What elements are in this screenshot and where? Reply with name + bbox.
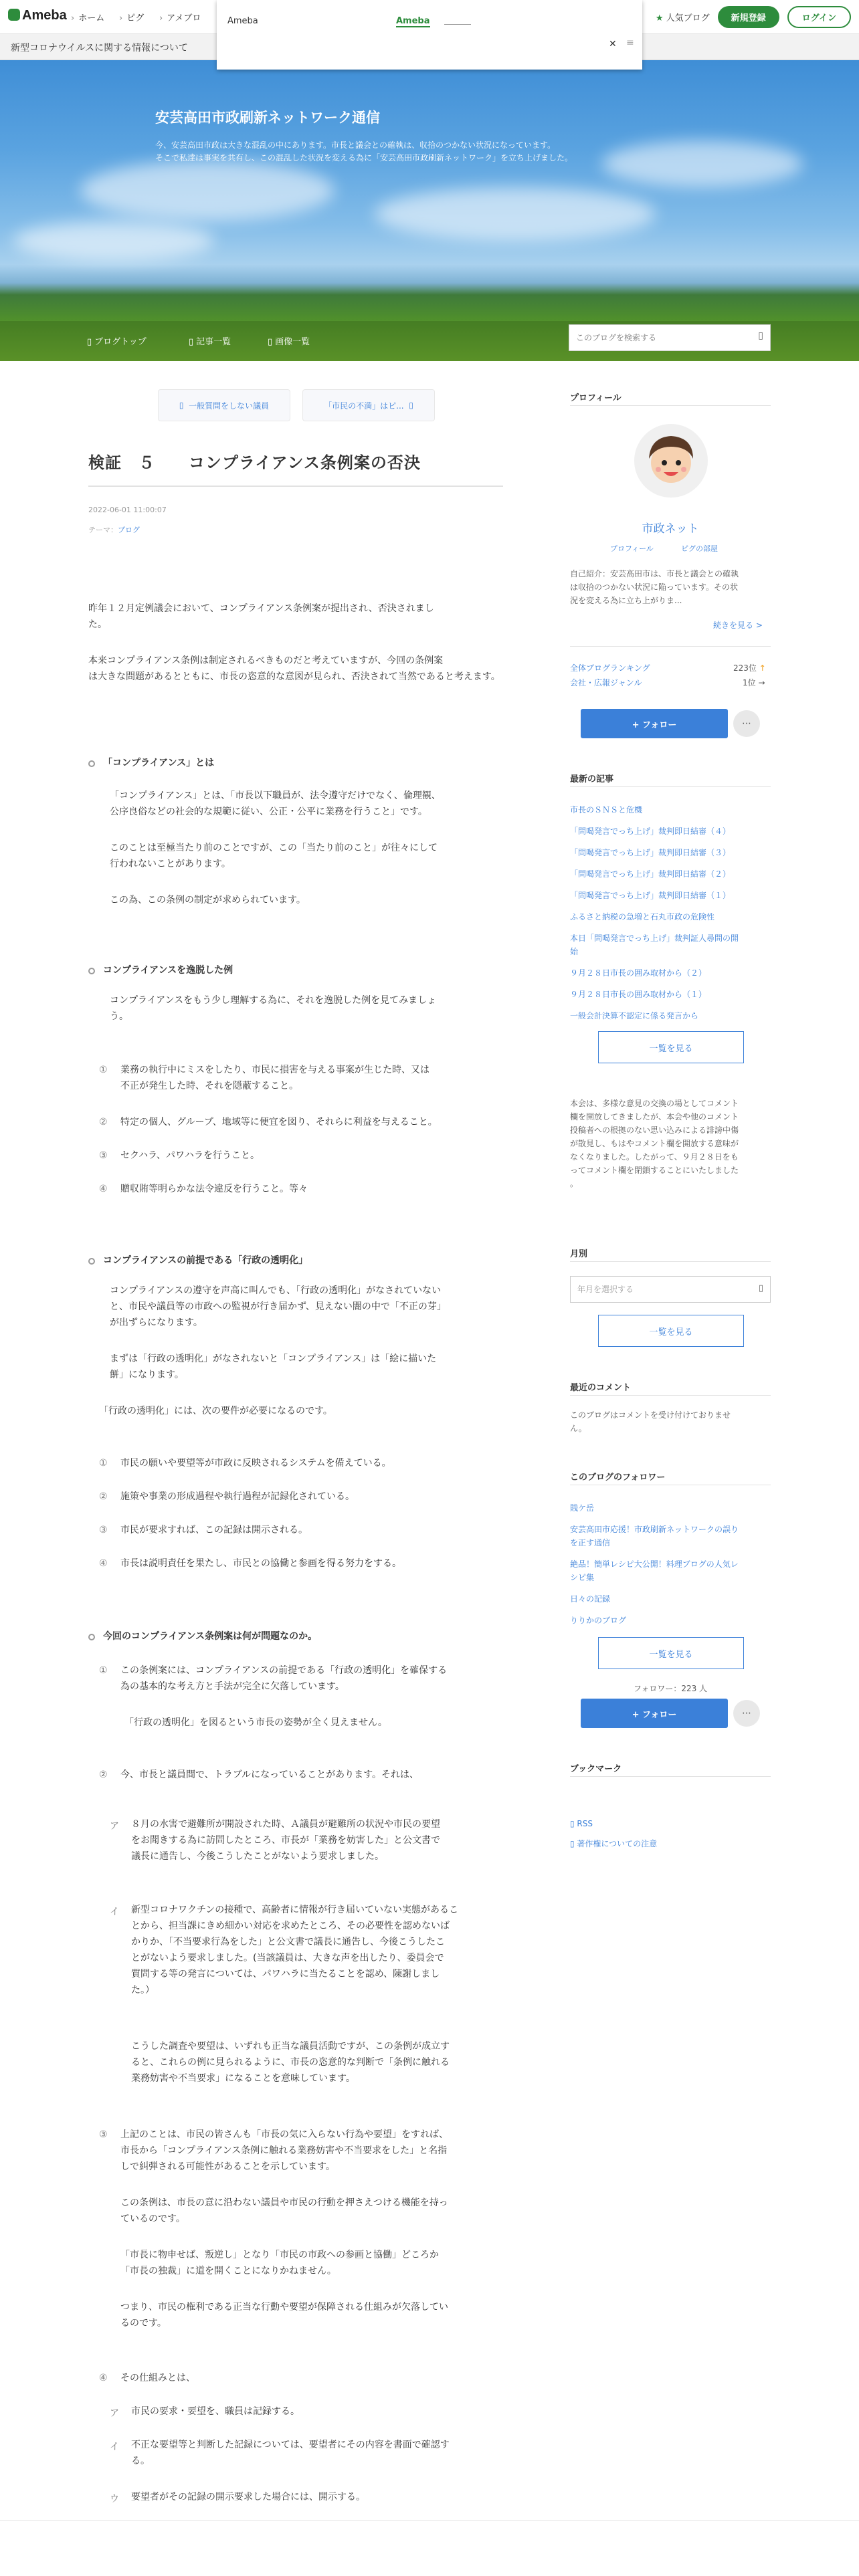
prev-article-link[interactable] [158,389,290,421]
follower-link[interactable]: を正す通信 [570,1538,611,1547]
followers-count: フォロワー：223 人 [633,1684,708,1693]
follower-link[interactable]: りりかのブログ [570,1616,627,1625]
follow-button[interactable]: + フォロー [581,1699,728,1728]
comment-notice: 。 [570,1179,579,1188]
section-heading: コンプライアンスの前提である「行政の透明化」 [88,1253,308,1267]
cloud-decoration [375,187,656,241]
nav-ameblo[interactable]: › アメブロ [159,11,201,23]
nav-blog-top[interactable]: ▯ ブログトップ [87,334,147,347]
recent-article-link[interactable]: 「問喝発言でっち上げ」裁判即日結審（２） [570,869,731,879]
paragraph: 市長から「コンプライアンス条例に触れる業務妨害や不当要求をした」と名指 [120,2145,448,2156]
chevron-right-icon: ▯ [403,401,413,410]
paragraph: 「行政の透明化」には、次の要件が必要になるのです。 [99,1406,332,1416]
list-marker: ③ [99,2129,108,2140]
section-heading: 今回のコンプライアンス条例案は何が問題なのか。 [88,1629,317,1642]
monthly-list-button[interactable]: 一覧を見る [598,1315,744,1347]
cloud-decoration [13,221,214,261]
theme-link[interactable]: ブログ [118,526,140,534]
copyright-label: 著作権についての注意 [577,1839,658,1848]
ameba-logo[interactable] [8,8,67,23]
comment-notice: ってコメント欄を閉鎖することにいたしました [570,1166,739,1175]
paragraph: 昨年１２月定例議会において、コンプライアンス条例案が提出され、否決されまし [88,603,434,614]
recent-article-link[interactable]: 本日「問喝発言でっち上げ」裁判証人尋問の開 [570,934,739,943]
recent-article-link[interactable]: 「問喝発言でっち上げ」裁判即日結審（１） [570,891,731,900]
paragraph: この条例案には、コンプライアンスの前提である「行政の透明化」を確保する [120,1665,448,1676]
list-item: 贈収賄等明らかな法令違反を行うこと。等々 [120,1184,308,1194]
profile-link[interactable]: プロフィール [610,544,654,553]
paragraph: 市民の要求・要望を、職員は記録する。 [131,2406,300,2417]
section-heading: コンプライアンスを逸脱した例 [88,963,233,976]
paragraph: 要望者がその記録の開示要求した場合には、開示する。 [131,2492,365,2502]
close-icon[interactable]: ✕ [609,39,617,49]
list-marker: ③ [99,1525,108,1535]
list-marker: イ [110,2442,119,2452]
list-marker: ① [99,1065,108,1075]
paragraph: しで糾弾される可能性があることを示しています。 [120,2161,335,2172]
nav-home[interactable]: › ホーム [71,11,104,23]
search-icon[interactable]: ▯ [758,330,763,341]
list-item: 市民の願いや要望等が市政に反映されるシステムを備えている。 [120,1458,391,1469]
recent-heading: 最新の記事 [570,774,614,784]
profile-heading: プロフィール [570,393,622,403]
paragraph: 今、市長と議員間で、トラブルになっていることがあります。それは、 [120,1769,419,1780]
genre-value: 1位 [743,678,756,687]
logo-text: Ameba [22,8,67,23]
article-theme [88,524,140,535]
comments-status: このブログはコメントを受け付けておりませ [570,1410,731,1420]
recent-article-link-continued[interactable]: 始 [570,947,579,956]
monthly-heading: 月別 [570,1249,588,1259]
cloud-decoration [602,140,803,187]
profile-intro: 況を変える為に立ち上がりま... [570,596,682,605]
paragraph: は大きな問題があるとともに、市長の恣意的な意図が見られ、否決されて当然であると考えます。 [88,671,500,682]
paragraph: つまり、市民の権利である正当な行動や要望が保障される仕組みが欠落してい [120,2302,448,2313]
paragraph: 「コンプライアンス」とは、「市長以下職員が、法令遵守だけでなく、倫理観、 [110,790,441,801]
blog-description: 今、安芸高田市政は大きな混乱の中にあります。市長と議会との確執は、収拾のつかない状況になっています。 [155,140,556,150]
paragraph: ８月の水害で避難所が開設された時、Ａ議員が避難所の状況や市民の要望 [131,1819,440,1830]
comment-notice: 欄を開放してきましたが、本会や他のコメント [570,1112,739,1121]
list-marker: ② [99,1769,108,1780]
blog-search [569,324,771,351]
profile-intro: 自己紹介：安芸高田市は、市長と議会との確執 [570,569,739,578]
popular-blog-link[interactable] [656,11,710,23]
chevron-left-icon: ▯ [179,401,189,410]
paragraph: 上記のことは、市民の皆さんも「市長の気に入らない行為や要望」をすれば、 [120,2129,448,2140]
nav-article-list[interactable]: ▯ 記事一覧 [189,334,231,347]
recent-article-link[interactable]: ９月２８日市長の囲み取材から（２） [570,968,707,978]
list-marker: イ [110,1907,119,1917]
paragraph: こうした調査や要望は、いずれも正当な議員活動ですが、この条例が成立す [131,2041,450,2052]
rss-icon: ▯ [570,1819,577,1828]
chevron-down-icon: ▯ [758,1283,763,1293]
title-divider [88,486,503,487]
follow-button[interactable]: + フォロー [581,709,728,738]
list-marker: ア [110,2408,119,2419]
blog-search-input[interactable] [575,325,745,350]
paragraph: た。） [131,1985,155,1996]
follower-link[interactable]: 日々の記録 [570,1594,611,1604]
profile-name[interactable]: 市政ネット [642,522,699,536]
paragraph: 「市長の独裁」に道を開くことになりかねません。 [120,2266,337,2276]
paragraph: まずは「行政の透明化」がなされないと「コンプライアンス」は「絵に描いた [110,1354,437,1364]
followers-list-button[interactable]: 一覧を見る [598,1637,744,1669]
paragraph: が出ずらになります。 [110,1317,203,1328]
next-article-link[interactable] [302,389,435,421]
month-select-value: 年月を選択する [577,1285,634,1294]
paragraph: 「行政の透明化」を図るという市長の姿勢が全く見えません。 [124,1717,387,1728]
rss-label: RSS [577,1819,593,1828]
more-menu-button[interactable]: ⋯ [733,1700,760,1727]
list-item: 市長は説明責任を果たし、市民との協働と参画を得る努力をする。 [120,1558,401,1569]
section-heading: 「コンプライアンス」とは [88,756,214,769]
menu-icon[interactable]: ≡ [626,37,634,48]
recent-article-link[interactable]: ふるさと納税の急増と石丸市政の危険性 [570,912,715,922]
blog-title[interactable]: 安芸高田市政刷新ネットワーク通信 [155,110,380,126]
paragraph: た。 [88,619,107,630]
paragraph: 業務妨害や不当要求」になることを意味しています。 [131,2073,355,2084]
genre-ranking-value [743,677,765,688]
paragraph: かりか、「不当要求行為をした」と公文書で議長に通告し、今後こうしたこ [131,1937,445,1947]
recent-comments-heading: 最近のコメント [570,1383,632,1393]
paragraph: ると、これらの例に見られるように、市長の恣意的な判断で「条例に触れる [131,2057,450,2068]
dropdown-divider [444,24,471,25]
recent-article-link[interactable]: 一般会計決算不認定に係る発言から [570,1011,699,1021]
paragraph: 議長に通告し、今後こうしたことがないよう要求しました。 [131,1851,384,1862]
document-icon: ▯ [570,1839,577,1848]
pig-room-link[interactable]: ピグの部屋 [681,544,718,553]
follower-link[interactable]: 絶品！簡単レシピ大公開！料理ブログの人気レ [570,1560,739,1569]
comment-notice: 本会は、多様な意見の交換の場としてコメント [570,1099,739,1108]
recent-article-link[interactable]: ９月２８日市長の囲み取材から（１） [570,990,707,999]
paragraph: るのです。 [120,2318,167,2329]
theme-label: テーマ： [88,526,118,534]
list-marker: ① [99,1665,108,1676]
divider [570,1261,771,1262]
avatar-illustration [634,424,708,498]
list-marker: ② [99,1491,108,1502]
paragraph: この条例は、市長の意に沿わない議員や市民の行動を押さえつける機能を持っ [120,2197,448,2208]
list-item: 特定の個人、グループ、地域等に便宜を図り、それらに利益を与えること。 [120,1117,438,1128]
arrow-up-icon: ↑ [759,663,766,673]
star-icon: ★ [655,13,664,23]
paragraph: 為の基本的な考え方と手法が完全に欠落しています。 [120,1681,345,1692]
cloud-decoration [80,160,335,221]
article-title: 検証 ５ コンプライアンス条例案の否決 [88,453,421,472]
rss-link[interactable] [570,1819,593,1828]
popular-label: 人気ブログ [666,13,710,23]
paragraph: 新型コロナワクチンの接種で、高齢者に情報が行き届いていない実態があるこ [131,1905,459,1915]
divider [570,1395,771,1396]
overall-ranking-value [733,662,766,673]
dropdown-tab[interactable]: Ameba [396,16,430,26]
more-menu-button[interactable]: ⋯ [733,710,760,737]
genre-ranking-link[interactable]: 会社・広報ジャンル [570,678,642,687]
dropdown-label: Ameba [227,16,258,26]
recent-article-link[interactable]: 市長のＳＮＳと危機 [570,805,643,815]
list-item: 市民が要求すれば、この記録は開示される。 [120,1525,308,1535]
month-select[interactable] [570,1276,771,1303]
copyright-link[interactable] [570,1838,657,1849]
read-more-link[interactable]: 続きを見る > [713,621,763,630]
paragraph: ているのです。 [120,2214,185,2224]
comment-notice: なくなりました。したがって、９月２８日をも [570,1152,739,1162]
paragraph: をお聞きする為に訪問したところ、市長が「業務を妨害した」と公文書で [131,1835,440,1846]
rank-value: 223位 [733,663,757,673]
paragraph: コンプライアンスをもう少し理解する為に、それを逸脱した例を見てみましょ [110,995,437,1006]
list-marker: ア [110,1821,119,1832]
nav-pig[interactable]: › ピグ [119,11,144,23]
paragraph: 「市長に物申せば、叛逆し」となり「市民の市政への参画と協働」どころか [120,2250,439,2260]
overall-ranking-link[interactable]: 全体ブログランキング [570,663,650,673]
paragraph: と、市民や議員等の市政への監視が行き届かず、見えない闇の中で「不正の芽」 [110,1301,446,1312]
login-button[interactable]: ログイン [787,6,851,28]
paragraph: この為、この条例の制定が求められています。 [110,895,306,905]
nav-image-list[interactable]: ▯ 画像一覧 [268,334,310,347]
paragraph: コンプライアンスの遵守を声高に叫んでも、「行政の透明化」がなされていない [110,1285,442,1296]
list-item: 不正が発生した時、それを隠蔽すること。 [120,1081,298,1091]
recent-list-button[interactable]: 一覧を見る [598,1031,744,1063]
next-article-label: 「市民の不満」はピ... [324,401,404,411]
header-right [656,6,851,28]
paragraph: このことは至極当たり前のことですが、この「当たり前のこと」が往々にして [110,843,438,853]
divider [570,786,771,787]
list-item: 施策や事業の形成過程や執行過程が記録化されている。 [120,1491,355,1502]
list-marker: ④ [99,2373,108,2383]
paragraph: その仕組みとは、 [120,2373,195,2383]
paragraph: 質問する等の発言については、パワハラに当たることを認め、陳謝しまし [131,1969,440,1979]
paragraph: 公序良俗などの社会的な規範に従い、公正・公平に業務を行うこと」です。 [110,807,427,817]
blog-hero [0,60,859,361]
divider [570,1776,771,1777]
divider [570,405,771,406]
list-item: セクハラ、パワハラを行うこと。 [120,1150,260,1161]
arrow-right-icon: → [758,678,765,687]
follower-link[interactable]: 安芸高田市応援！市政刷新ネットワークの誤り [570,1525,739,1534]
paragraph: う。 [110,1011,128,1022]
list-marker: ② [99,1117,108,1128]
divider [570,646,771,647]
bookmark-heading: ブックマーク [570,1764,622,1774]
profile-intro: は収拾のつかない状況に陥っています。その状 [570,582,739,592]
followers-heading: このブログのフォロワー [570,1473,666,1483]
paragraph: とがないよう要求しました。(当該議員は、大きな声を出したり、委員会で [131,1953,444,1963]
list-item: 業務の執行中にミスをしたり、市民に損害を与える事案が生じた時、又は [120,1065,430,1075]
recent-article-link[interactable]: 「問喝発言でっち上げ」裁判即日結審（４） [570,827,731,836]
list-marker: ④ [99,1184,108,1194]
paragraph: 餅」になります。 [110,1370,184,1380]
paragraph: 不正な要望等と判断した記録については、要望者にその内容を書面で確認す [131,2440,450,2450]
comment-notice: が散見し、もはやコメント欄を開放する意味が [570,1139,739,1148]
notice-text[interactable]: 新型コロナウイルスに関する情報について [11,43,188,53]
follower-link[interactable]: シピ集 [570,1573,595,1582]
list-marker: ③ [99,1150,108,1161]
comments-status: ん。 [570,1424,587,1433]
list-marker: ウ [110,2494,119,2504]
signup-button[interactable]: 新規登録 [718,6,779,28]
prev-article-label: 一般質問をしない議員 [189,401,270,411]
comment-notice: 投稿者への根拠のない思い込みによる誹謗中傷 [570,1125,739,1135]
blog-description: そこで私達は事実を共有し、この混乱した状況を変える為に「安芸高田市政刷新ネットワーク」を立ち上げました。 [155,153,573,163]
dropdown-panel [217,0,642,70]
list-marker: ① [99,1458,108,1469]
follower-link[interactable]: 賎ケ岳 [570,1503,595,1513]
avatar[interactable] [634,424,708,498]
paragraph: とから、担当課にきめ細かい対応を求めたところ、その必要性を認めないば [131,1921,450,1931]
recent-article-link[interactable]: 「問喝発言でっち上げ」裁判即日結審（３） [570,848,731,857]
paragraph: 行われないことがあります。 [110,859,231,869]
paragraph: る。 [131,2456,150,2466]
paragraph: 本来コンプライアンス条例は制定されるべきものだと考えていますが、今回の条例案 [88,655,444,666]
ameba-logo-icon [8,9,20,21]
article-date: 2022-06-01 11:00:07 [88,506,167,514]
list-marker: ④ [99,1558,108,1569]
